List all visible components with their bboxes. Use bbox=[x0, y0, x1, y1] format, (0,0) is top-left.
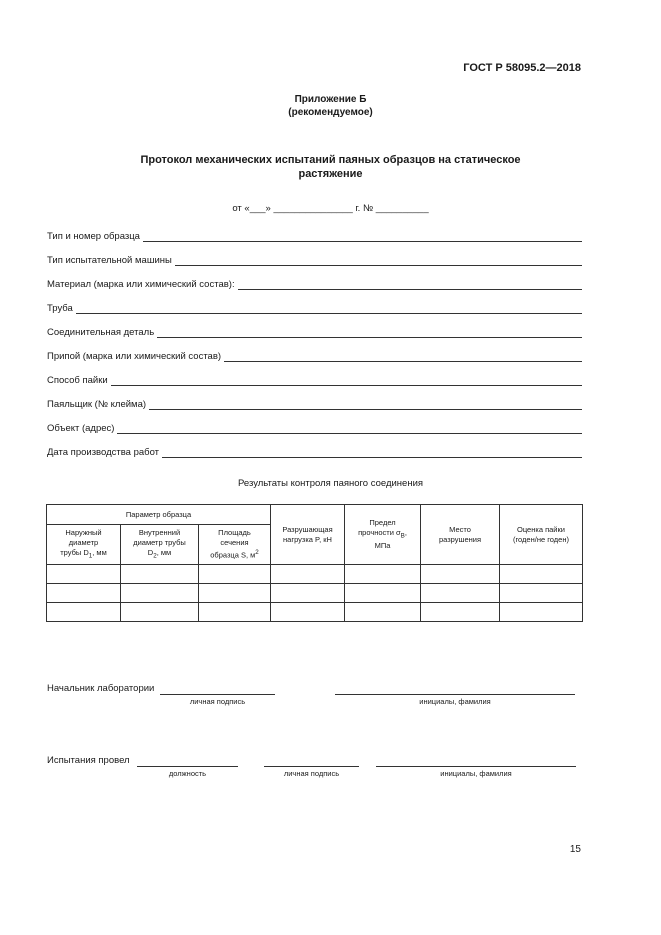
field-fill-line[interactable] bbox=[162, 447, 582, 458]
table-cell[interactable] bbox=[47, 565, 121, 584]
page-number: 15 bbox=[569, 844, 581, 855]
table-cell[interactable] bbox=[421, 565, 500, 584]
table-cell[interactable] bbox=[199, 603, 271, 622]
field-label: Паяльщик (№ клейма) bbox=[47, 399, 147, 410]
tester-signature-line[interactable] bbox=[264, 766, 359, 767]
field-fill-line[interactable] bbox=[76, 303, 582, 314]
field-fill-line[interactable] bbox=[157, 327, 582, 338]
protocol-title bbox=[100, 153, 561, 181]
tester-name-caption: инициалы, фамилия bbox=[440, 769, 512, 778]
standard-code: ГОСТ Р 58095.2—2018 bbox=[463, 62, 581, 74]
head-signature-line[interactable] bbox=[160, 694, 275, 695]
field-fill-line[interactable] bbox=[111, 375, 582, 386]
field-label: Припой (марка или химический состав) bbox=[47, 351, 222, 362]
field-fill-line[interactable] bbox=[143, 231, 582, 242]
table-cell[interactable] bbox=[271, 565, 345, 584]
table-cell[interactable] bbox=[199, 565, 271, 584]
field-pipe[interactable] bbox=[47, 300, 582, 314]
tester-position-caption: должность bbox=[168, 769, 207, 778]
field-soldering-method[interactable] bbox=[47, 372, 582, 386]
table-cell[interactable] bbox=[47, 603, 121, 622]
protocol-title-line1: Протокол механических испытаний паяных образцов на статическое bbox=[140, 154, 521, 166]
field-object-address[interactable] bbox=[47, 420, 582, 434]
table-cell[interactable] bbox=[345, 584, 421, 603]
table-cell[interactable] bbox=[345, 603, 421, 622]
field-label: Тип и номер образца bbox=[47, 231, 140, 242]
col-header-fracture-place: Место разрушения bbox=[421, 505, 500, 565]
appendix-note: (рекомендуемое) bbox=[288, 107, 373, 118]
field-sample-type[interactable] bbox=[47, 228, 582, 242]
tester-signature-caption: личная подпись bbox=[283, 769, 340, 778]
field-label: Соединительная деталь bbox=[47, 327, 155, 338]
field-material[interactable] bbox=[47, 276, 582, 290]
field-label: Материал (марка или химический состав): bbox=[47, 279, 235, 290]
table-row bbox=[47, 565, 583, 584]
table-cell[interactable] bbox=[421, 603, 500, 622]
appendix-title: Приложение Б bbox=[294, 94, 367, 105]
field-solder[interactable] bbox=[47, 348, 582, 362]
table-cell[interactable] bbox=[121, 565, 199, 584]
protocol-title-line2: растяжение bbox=[298, 168, 363, 180]
table-cell[interactable] bbox=[271, 603, 345, 622]
field-fill-line[interactable] bbox=[238, 279, 582, 290]
table-row bbox=[47, 603, 583, 622]
table-cell[interactable] bbox=[500, 584, 583, 603]
field-label: Тип испытательной машины bbox=[47, 255, 172, 266]
col-header-area: Площадь сечения образца S, $м^2$ bbox=[199, 525, 271, 565]
field-fill-line[interactable] bbox=[224, 351, 582, 362]
results-table bbox=[46, 504, 583, 622]
table-cell[interactable] bbox=[199, 584, 271, 603]
table-group-header: Параметр образца bbox=[47, 505, 271, 525]
field-fitting[interactable] bbox=[47, 324, 582, 338]
field-label: Дата производства работ bbox=[47, 447, 160, 458]
col-header-outer-diameter: Наружный диаметр трубы $D_1$, мм bbox=[47, 525, 121, 565]
field-fill-line[interactable] bbox=[175, 255, 582, 266]
table-cell[interactable] bbox=[121, 584, 199, 603]
tester-label: Испытания провел bbox=[47, 755, 130, 766]
col-header-assessment: Оценка пайки (годен/не годен) bbox=[500, 505, 583, 565]
field-work-date[interactable] bbox=[47, 444, 582, 458]
tester-position-line[interactable] bbox=[137, 766, 238, 767]
table-cell[interactable] bbox=[500, 603, 583, 622]
col-header-inner-diameter: Внутренний диаметр трубы $D_2$, мм bbox=[121, 525, 199, 565]
table-cell[interactable] bbox=[271, 584, 345, 603]
field-fill-line[interactable] bbox=[149, 399, 582, 410]
field-fill-line[interactable] bbox=[117, 423, 582, 434]
head-name-caption: инициалы, фамилия bbox=[419, 697, 491, 706]
field-machine-type[interactable] bbox=[47, 252, 582, 266]
field-label: Труба bbox=[47, 303, 73, 314]
table-cell[interactable] bbox=[121, 603, 199, 622]
table-cell[interactable] bbox=[500, 565, 583, 584]
field-label: Способ пайки bbox=[47, 375, 108, 386]
head-of-lab-label: Начальник лаборатории bbox=[47, 683, 155, 694]
table-row bbox=[47, 584, 583, 603]
table-cell[interactable] bbox=[421, 584, 500, 603]
col-header-strength: Предел прочности $\sigma_B$, МПа bbox=[345, 505, 421, 565]
head-signature-caption: личная подпись bbox=[189, 697, 246, 706]
results-title: Результаты контроля паяного соединения bbox=[237, 478, 424, 489]
tester-name-line[interactable] bbox=[376, 766, 576, 767]
head-name-line[interactable] bbox=[335, 694, 575, 695]
field-label: Объект (адрес) bbox=[47, 423, 115, 434]
appendix-heading bbox=[0, 93, 661, 119]
field-solderer[interactable] bbox=[47, 396, 582, 410]
table-cell[interactable] bbox=[345, 565, 421, 584]
protocol-date-number-line: от «___» _______________ г. № __________ bbox=[232, 203, 429, 214]
table-cell[interactable] bbox=[47, 584, 121, 603]
col-header-load: Разрушающая нагрузка P, кН bbox=[271, 505, 345, 565]
